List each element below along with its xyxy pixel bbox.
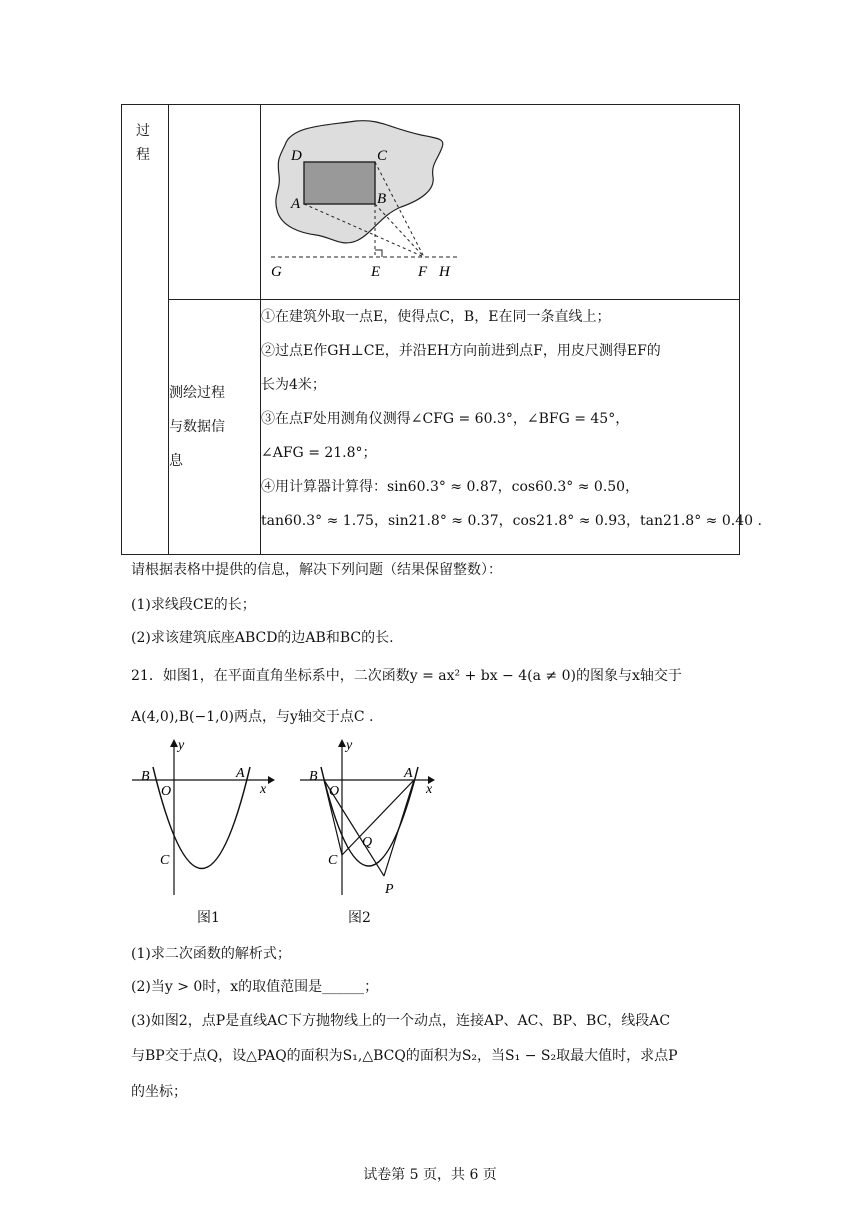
fig1-label-a: A (236, 766, 245, 781)
label-d: D (291, 148, 302, 164)
right-angle-mark (375, 250, 382, 257)
fig2-label-b: B (309, 769, 318, 784)
label-a: A (291, 196, 301, 212)
empty-cell (169, 105, 261, 300)
row-label-survey (169, 300, 261, 555)
fig2-label-a: A (404, 766, 413, 781)
fig1-caption: 图1 (197, 910, 220, 926)
steps-cell (261, 300, 762, 555)
row-label-process (122, 105, 169, 555)
label-f: F (418, 264, 428, 280)
fig2-label-q: Q (362, 835, 373, 850)
step-4: ④用计算器计算得：sin60.3° ≈ 0.87，cos60.3° ≈ 0.50， (261, 479, 640, 495)
question-20-1: (1)求线段CE的长； (131, 597, 256, 613)
fig1-label-c: C (160, 853, 170, 868)
step-1: ①在建筑外取一点E，使得点C，B，E在同一条直线上； (261, 309, 611, 325)
question-21-3-line2: 与BP交于点Q，设△PAQ的面积为S₁,△BCQ的面积为S₂，当S₁ − S₂取最大值时，求点P (131, 1048, 678, 1064)
label-b: B (377, 191, 387, 207)
fig1-label-o: O (161, 784, 172, 799)
step-3: ③在点F处用测角仪测得∠CFG = 60.3°，∠BFG = 45°， (261, 411, 630, 427)
fig2-caption: 图2 (348, 910, 371, 926)
question-20-2: (2)求该建筑底座ABCD的边AB和BC的长. (131, 630, 394, 646)
fig1-label-y: y (178, 738, 185, 753)
question-21-line2: A(4,0),B(−1,0)两点，与y轴交于点C . (131, 709, 374, 725)
diagram-cell (261, 105, 740, 300)
step-3-cont: ∠AFG = 21.8°； (261, 445, 377, 461)
fig2-line-ap (384, 780, 414, 876)
page-footer: 试卷第 5 页，共 6 页 (363, 1167, 497, 1183)
fig2-label-p: P (385, 882, 394, 897)
fig2-y-arrow (338, 739, 346, 747)
figure-1 (128, 735, 278, 900)
fig2-parabola (321, 767, 418, 866)
question-21-3-line3: 的坐标； (131, 1084, 187, 1100)
survey-label-1: 测绘过程 (169, 385, 225, 401)
step-2: ②过点E作GH⊥CE，并沿EH方向前进到点F，用皮尺测得EF的 (261, 343, 661, 359)
label-c: C (377, 148, 388, 164)
instructions: 请根据表格中提供的信息，解决下列问题（结果保留整数）： (131, 562, 502, 578)
building-diagram (261, 105, 739, 295)
figure-2 (296, 735, 446, 900)
survey-table (121, 104, 762, 555)
step-2-cont: 长为4米； (261, 377, 326, 393)
fig2-label-c: C (328, 853, 338, 868)
fig2-label-o: O (329, 784, 340, 799)
question-21-2: (2)当y > 0时，x的取值范围是______； (131, 979, 379, 995)
survey-label-2: 与数据信 (169, 419, 225, 435)
fig1-label-x: x (260, 782, 267, 797)
label-e: E (371, 264, 381, 280)
question-21-3-line1: (3)如图2，点P是直线AC下方抛物线上的一个动点，连接AP、AC、BP、BC，线段AC (131, 1013, 671, 1029)
question-21-line1: 21．如图1，在平面直角坐标系中，二次函数y = ax² + bx − 4(a ≠ 0)的图象与x轴交于 (131, 668, 682, 684)
building-base-rect (304, 162, 375, 204)
label-h: H (439, 264, 450, 280)
step-4-cont: tan60.3° ≈ 1.75，sin21.8° ≈ 0.37，cos21.8° ≈ 0.93，tan21.8° ≈ 0.40 . (261, 513, 762, 529)
fig1-y-arrow (170, 739, 178, 747)
question-21-1: (1)求二次函数的解析式； (131, 946, 291, 962)
fig2-label-x: x (426, 782, 433, 797)
fig1-x-arrow (268, 776, 275, 784)
process-label: 过 程 (136, 123, 150, 163)
label-g: G (271, 264, 282, 280)
fig1-label-b: B (141, 769, 150, 784)
survey-label-3: 息 (169, 453, 183, 469)
fig2-label-y: y (346, 738, 353, 753)
